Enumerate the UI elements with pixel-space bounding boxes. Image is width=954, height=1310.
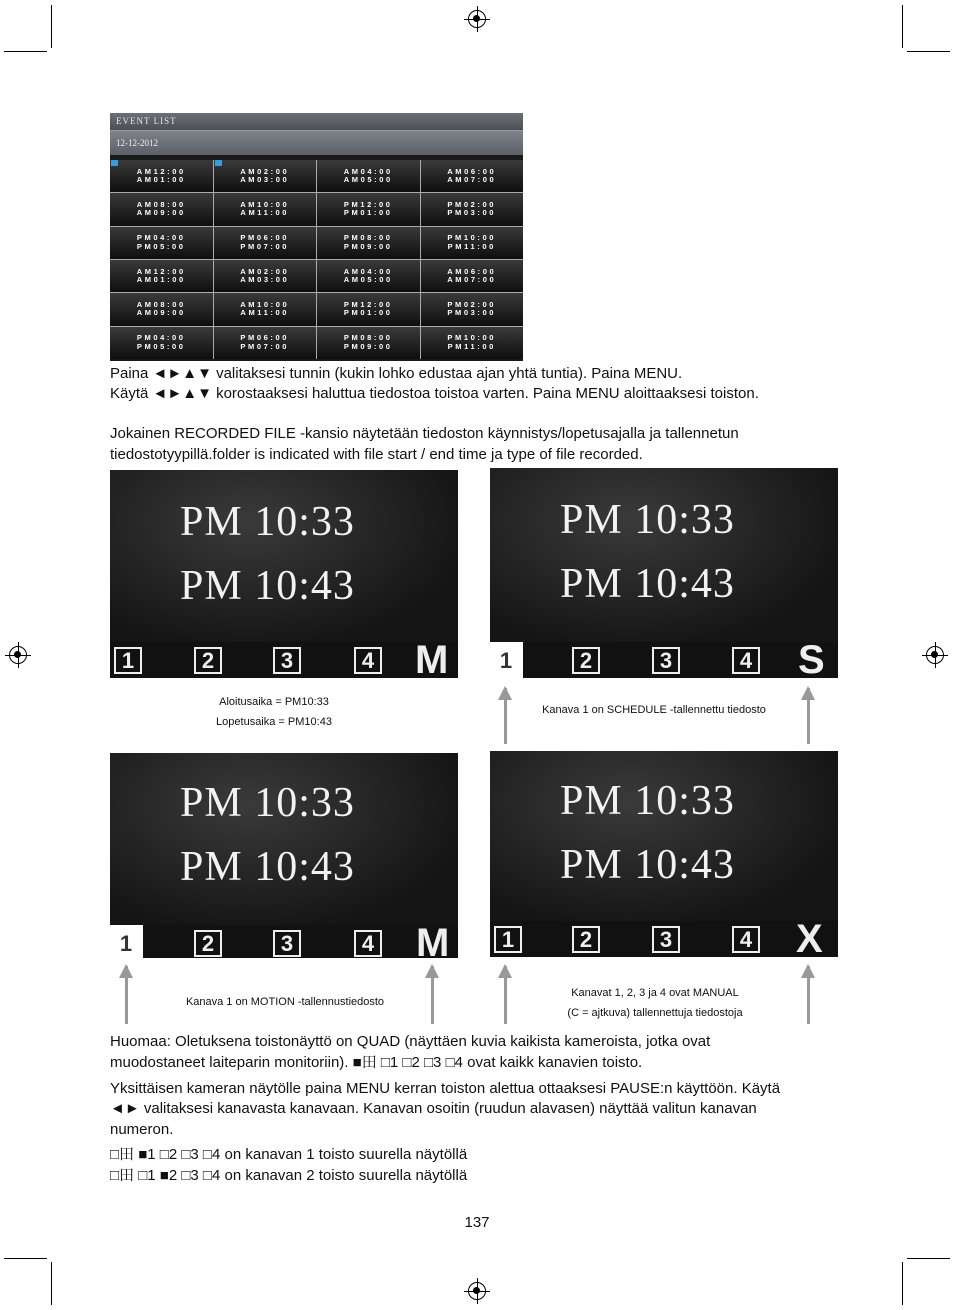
- event-hour-block[interactable]: [110, 160, 213, 192]
- playback-panel-1: [110, 470, 458, 682]
- event-list-title: EVENT LIST: [110, 113, 523, 130]
- channel-2-box: 2: [194, 930, 222, 957]
- channel-3-box: 3: [273, 647, 301, 674]
- registration-mark-icon: [926, 646, 944, 664]
- crop-mark: [907, 1258, 950, 1259]
- channel-4-box: 4: [354, 930, 382, 957]
- crop-mark: [51, 5, 52, 48]
- block-end-time: AM07:00: [447, 275, 497, 285]
- block-end-time: AM11:00: [240, 308, 290, 318]
- event-hour-block[interactable]: [317, 193, 420, 225]
- note-line: □田 □1 ■2 □3 □4 on kanavan 2 toisto suurella näytöllä: [110, 1167, 468, 1184]
- event-hour-block[interactable]: [317, 260, 420, 292]
- event-hour-block[interactable]: [317, 293, 420, 325]
- block-end-time: PM11:00: [447, 241, 496, 251]
- registration-mark-icon: [468, 10, 486, 28]
- event-hour-block[interactable]: [421, 193, 524, 225]
- channel-2-box: 2: [194, 647, 222, 674]
- note-line: numeron.: [110, 1121, 174, 1138]
- note-line: muodostaneet laiteparin monitoriin). ■田 □1 □2 □3 □4 ovat kaikk kanavien toisto.: [110, 1054, 643, 1071]
- block-end-time: AM03:00: [240, 275, 290, 285]
- event-hour-block[interactable]: [214, 160, 317, 192]
- event-hour-block[interactable]: [214, 327, 317, 359]
- start-time: PM 10:33: [180, 499, 355, 545]
- channel-3-box: 3: [273, 930, 301, 957]
- block-start-time: AM02:00: [240, 266, 290, 276]
- start-time: PM 10:33: [180, 780, 355, 826]
- channel-3-box: 3: [652, 647, 680, 674]
- block-start-time: PM10:00: [447, 333, 497, 343]
- block-end-time: PM05:00: [136, 341, 186, 351]
- caption: Kanava 1 on SCHEDULE -tallennettu tiedosto: [542, 704, 766, 716]
- playback-panel-2: [490, 468, 838, 682]
- caption: (C = ajtkuva) tallennettuja tiedostoja: [567, 1007, 743, 1019]
- event-hour-block[interactable]: [214, 293, 317, 325]
- block-end-time: PM03:00: [447, 308, 497, 318]
- record-type-letter: M: [415, 638, 449, 682]
- channel-3-box: 3: [652, 926, 680, 953]
- start-time: PM 10:33: [560, 497, 735, 543]
- block-start-time: PM02:00: [447, 299, 497, 309]
- event-list-screen: [110, 113, 523, 361]
- record-type-letter: M: [416, 921, 450, 965]
- note-line: Huomaa: Oletuksena toistonäyttö on QUAD (näyttäen kuvia kaikista kameroista, jotka ovat: [110, 1033, 711, 1050]
- arrow-up-icon: [807, 688, 810, 744]
- block-end-time: AM01:00: [136, 275, 186, 285]
- block-start-time: AM04:00: [343, 266, 393, 276]
- block-start-time: PM12:00: [343, 199, 393, 209]
- block-start-time: PM06:00: [240, 333, 290, 343]
- playback-panel-4: [490, 751, 838, 961]
- block-end-time: AM09:00: [136, 308, 186, 318]
- event-hour-block[interactable]: [110, 260, 213, 292]
- channel-2-box: 2: [572, 926, 600, 953]
- instruction-line: tiedostotyypillä.folder is indicated with file start / end time ja type of file recorded.: [110, 446, 643, 463]
- block-start-time: AM08:00: [136, 299, 186, 309]
- crop-mark: [902, 5, 903, 48]
- block-end-time: AM01:00: [136, 175, 186, 185]
- block-end-time: AM03:00: [240, 175, 290, 185]
- block-end-time: AM05:00: [343, 175, 393, 185]
- block-start-time: PM04:00: [136, 233, 186, 243]
- block-start-time: AM12:00: [136, 166, 186, 176]
- event-list-date: 12-12-2012: [110, 130, 523, 155]
- end-time: PM 10:43: [560, 561, 735, 607]
- block-end-time: PM07:00: [240, 341, 290, 351]
- channel-1-box: 1: [114, 647, 142, 674]
- block-start-time: AM12:00: [136, 266, 186, 276]
- note-line: Yksittäisen kameran näytölle paina MENU kerran toiston alettua ottaaksesi PAUSE:n käyttöön. Käytä: [110, 1080, 781, 1097]
- event-hour-block[interactable]: [110, 193, 213, 225]
- event-hour-block[interactable]: [421, 293, 524, 325]
- event-marker-icon: [215, 160, 222, 166]
- block-end-time: AM05:00: [343, 275, 393, 285]
- crop-mark: [907, 51, 950, 52]
- caption: Aloitusaika = PM10:33: [219, 696, 329, 708]
- instruction-line: Jokainen RECORDED FILE -kansio näytetään tiedoston käynnistys/lopetusajalla ja tallennetun: [110, 425, 739, 442]
- channel-1-indicator: 1: [499, 648, 513, 673]
- record-type-letter: X: [796, 917, 823, 961]
- event-hour-block[interactable]: [214, 260, 317, 292]
- block-end-time: AM07:00: [447, 175, 497, 185]
- block-start-time: AM06:00: [447, 266, 497, 276]
- block-end-time: AM11:00: [240, 208, 290, 218]
- arrow-up-icon: [807, 966, 810, 1024]
- crop-mark: [51, 1262, 52, 1305]
- event-hour-block[interactable]: [317, 227, 420, 259]
- block-start-time: PM08:00: [343, 233, 393, 243]
- event-hour-block[interactable]: [421, 327, 524, 359]
- event-hour-block[interactable]: [110, 227, 213, 259]
- block-start-time: AM02:00: [240, 166, 290, 176]
- instruction-line: Käytä ◄►▲▼ korostaaksesi haluttua tiedostoa toistoa varten. Paina MENU aloittaaksesi toiston.: [110, 385, 759, 402]
- block-start-time: AM04:00: [343, 166, 393, 176]
- registration-mark-icon: [9, 646, 27, 664]
- block-end-time: PM03:00: [447, 208, 497, 218]
- arrow-up-icon: [125, 966, 128, 1024]
- block-start-time: PM04:00: [136, 333, 186, 343]
- event-hour-block[interactable]: [421, 160, 524, 192]
- note-line: □田 ■1 □2 □3 □4 on kanavan 1 toisto suurella näytöllä: [110, 1146, 468, 1163]
- block-start-time: PM12:00: [343, 299, 393, 309]
- block-end-time: AM09:00: [136, 208, 186, 218]
- event-hour-block[interactable]: [110, 293, 213, 325]
- instruction-line: Paina ◄►▲▼ valitaksesi tunnin (kukin lohko edustaa ajan yhtä tuntia). Paina MENU.: [110, 365, 683, 382]
- crop-mark: [902, 1262, 903, 1305]
- registration-mark-icon: [468, 1282, 486, 1300]
- block-start-time: AM08:00: [136, 199, 186, 209]
- event-hour-block[interactable]: [110, 327, 213, 359]
- event-marker-icon: [111, 160, 118, 166]
- end-time: PM 10:43: [180, 563, 355, 609]
- caption: Lopetusaika = PM10:43: [216, 716, 332, 728]
- caption: Kanava 1 on MOTION -tallennustiedosto: [185, 996, 385, 1008]
- playback-panel-3: [110, 753, 458, 965]
- block-end-time: PM09:00: [343, 341, 393, 351]
- channel-1-indicator: 1: [119, 931, 133, 956]
- arrow-up-icon: [431, 966, 434, 1024]
- event-hour-block[interactable]: [421, 260, 524, 292]
- end-time: PM 10:43: [180, 844, 355, 890]
- channel-4-box: 4: [732, 926, 760, 953]
- crop-mark: [4, 1258, 47, 1259]
- channel-4-box: 4: [354, 647, 382, 674]
- page-number: 137: [464, 1214, 490, 1231]
- event-hour-block[interactable]: [214, 193, 317, 225]
- block-end-time: PM05:00: [136, 241, 186, 251]
- block-start-time: AM10:00: [240, 199, 290, 209]
- note-line: ◄► valitaksesi kanavasta kanavaan. Kanavan osoitin (ruudun alavasen) näyttää valitun kanavan: [110, 1100, 757, 1117]
- event-hour-block[interactable]: [317, 327, 420, 359]
- channel-2-box: 2: [572, 647, 600, 674]
- arrow-up-icon: [504, 966, 507, 1024]
- event-hour-block[interactable]: [421, 227, 524, 259]
- block-start-time: PM08:00: [343, 333, 393, 343]
- event-hour-block[interactable]: [317, 160, 420, 192]
- crop-mark: [4, 51, 47, 52]
- block-end-time: PM07:00: [240, 241, 290, 251]
- block-end-time: PM11:00: [447, 341, 496, 351]
- block-end-time: PM09:00: [343, 241, 393, 251]
- start-time: PM 10:33: [560, 778, 735, 824]
- block-start-time: PM10:00: [447, 233, 497, 243]
- caption: Kanavat 1, 2, 3 ja 4 ovat MANUAL: [571, 987, 739, 999]
- record-type-letter: S: [798, 638, 825, 682]
- block-end-time: PM01:00: [343, 308, 393, 318]
- block-start-time: PM02:00: [447, 199, 497, 209]
- channel-4-box: 4: [732, 647, 760, 674]
- block-start-time: AM06:00: [447, 166, 497, 176]
- end-time: PM 10:43: [560, 842, 735, 888]
- block-end-time: PM01:00: [343, 208, 393, 218]
- event-grid: [110, 160, 523, 359]
- block-start-time: PM06:00: [240, 233, 290, 243]
- block-start-time: AM10:00: [240, 299, 290, 309]
- arrow-up-icon: [504, 688, 507, 744]
- channel-1-box: 1: [494, 926, 522, 953]
- event-hour-block[interactable]: [214, 227, 317, 259]
